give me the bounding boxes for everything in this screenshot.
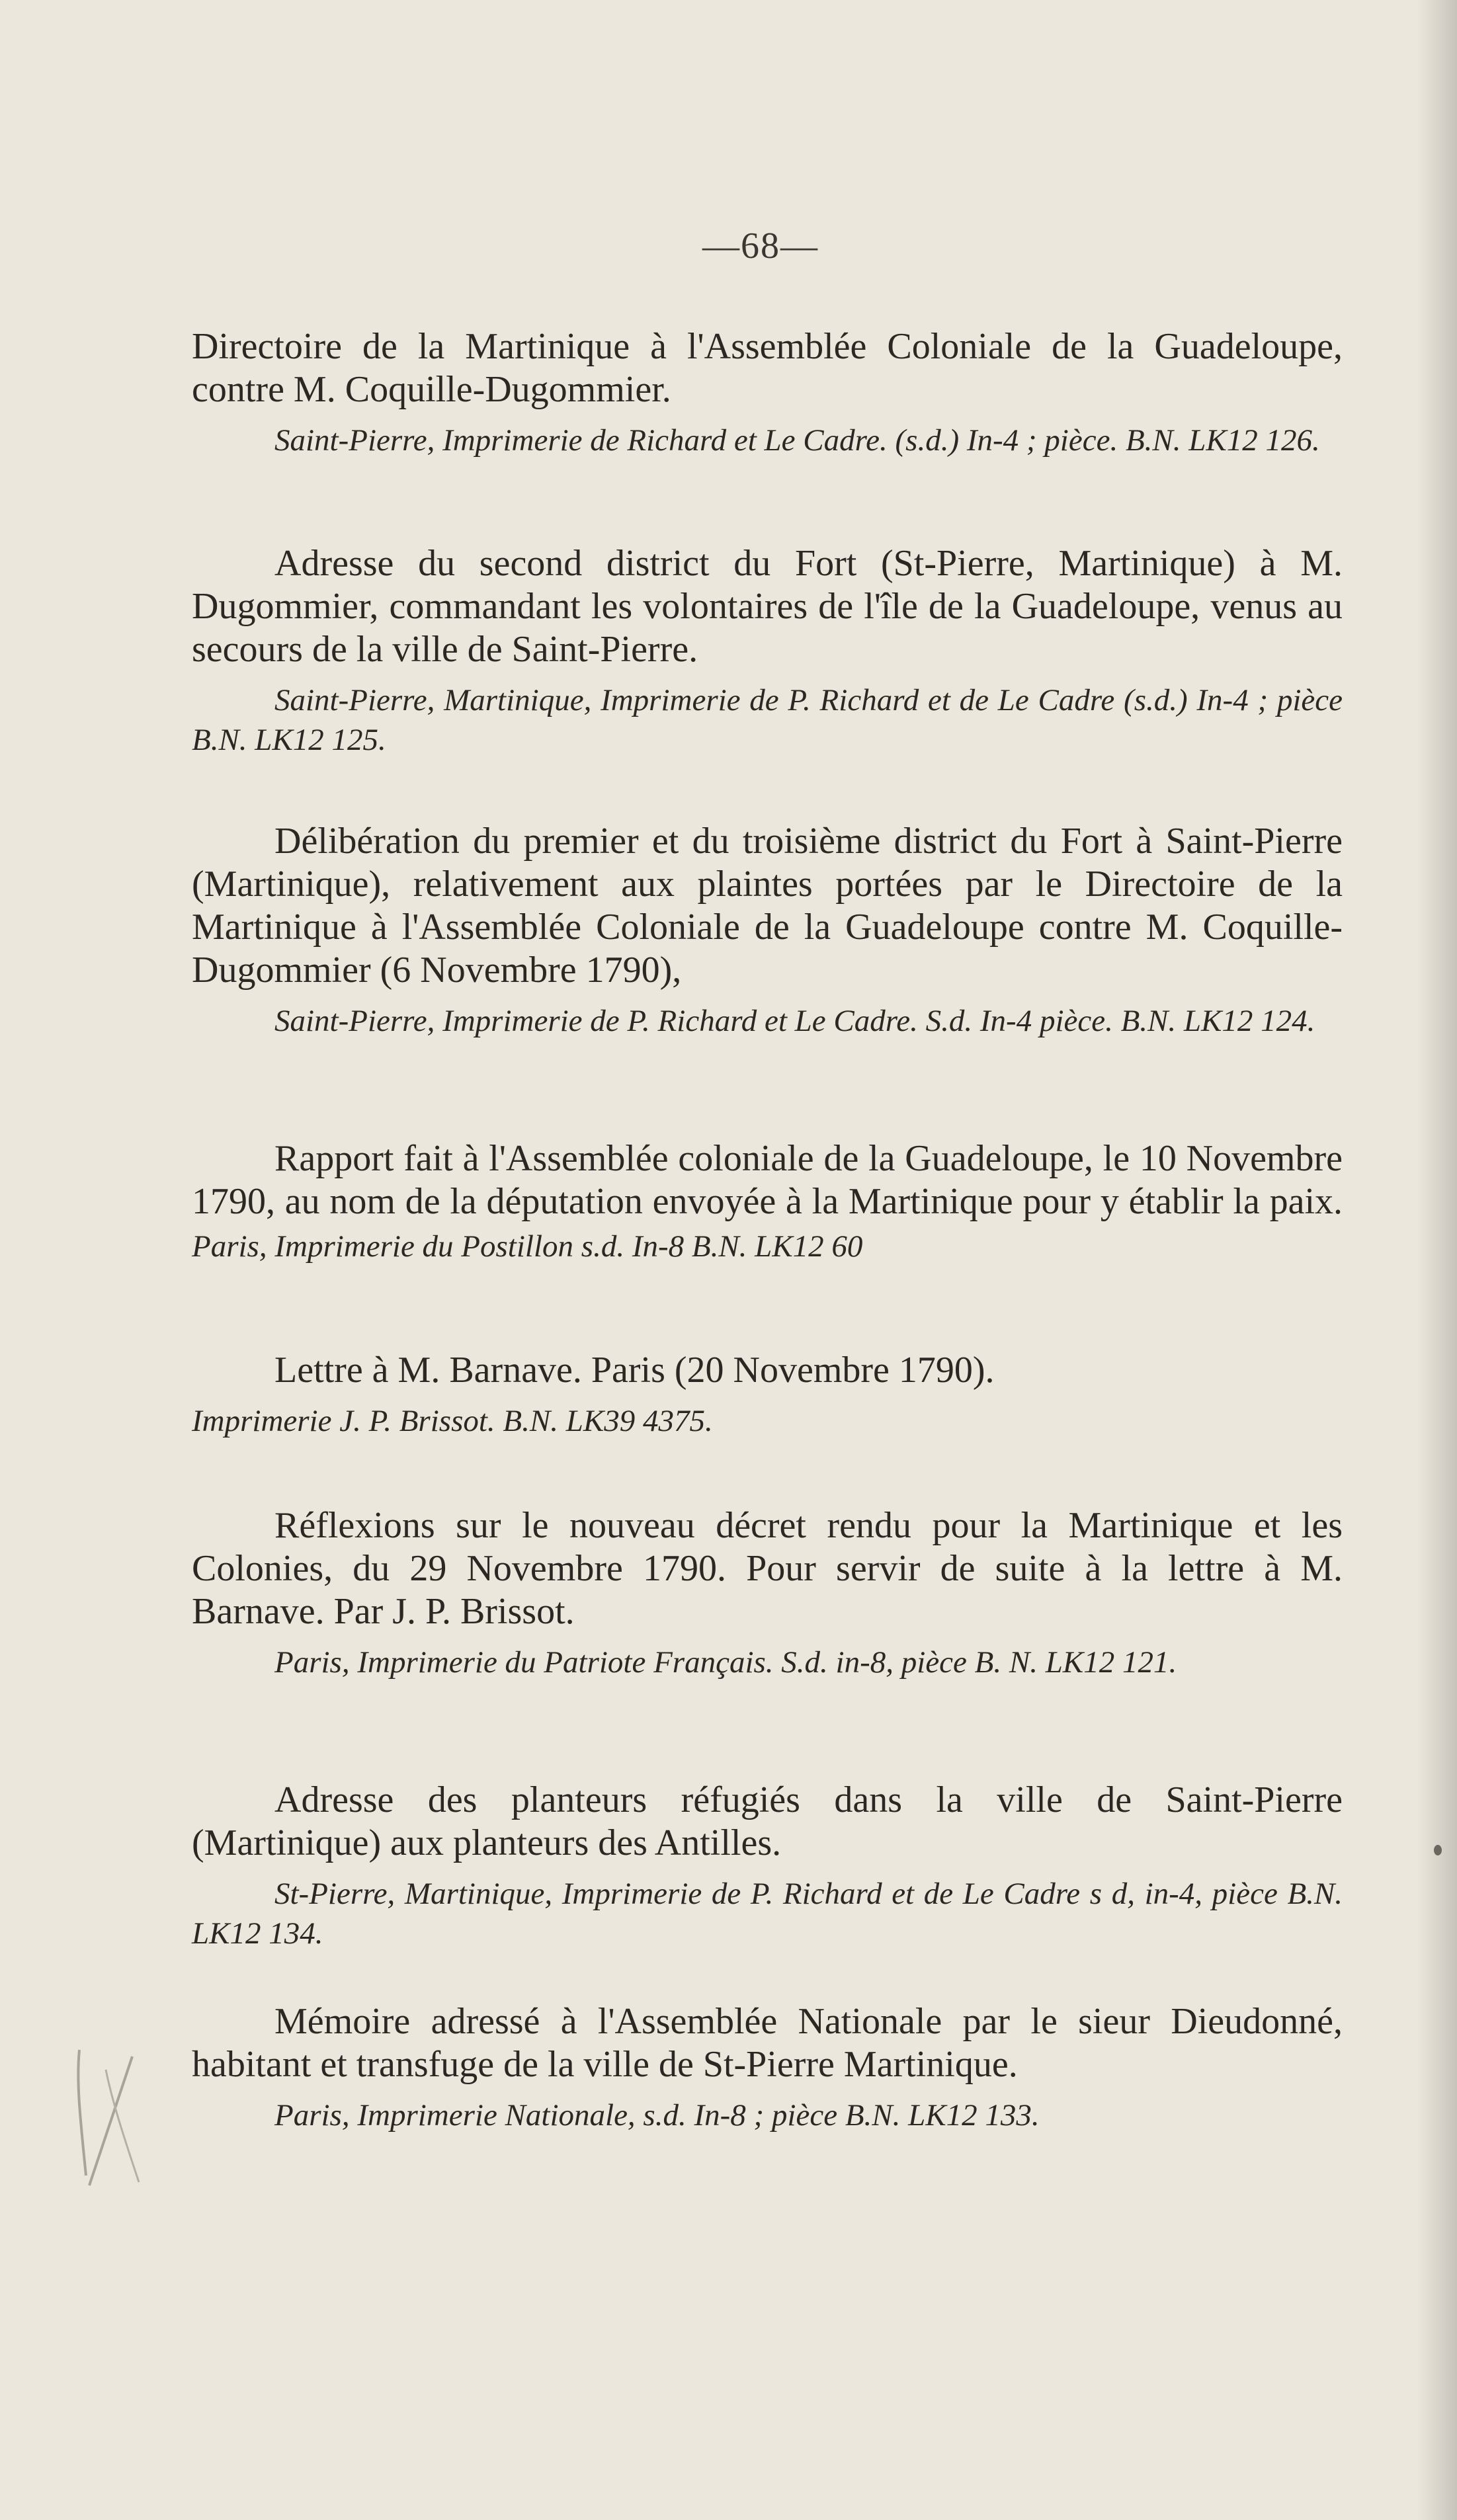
bibliography-entry (192, 2000, 1343, 2135)
entry-title: Réflexions sur le nouveau décret rendu pour la Martinique et les Colonies, du 29 Novembre 1790. Pour servir de suite à la lettre à M. Barnave. Par J. P. Brissot. (192, 1505, 1343, 1632)
entry-imprint: Paris, Imprimerie du Postillon s.d. In-8 B.N. LK12 60 (192, 1229, 863, 1264)
bibliography-entry (192, 325, 1343, 460)
page-number: —68— (702, 225, 819, 266)
entry-imprint: Paris, Imprimerie Nationale, s.d. In-8 ; pièce B.N. LK12 133. (274, 2098, 1040, 2133)
entry-imprint: Imprimerie J. P. Brissot. B.N. LK39 4375. (192, 1404, 713, 1438)
bibliography-entry (192, 1779, 1343, 1953)
entry-title: Lettre à M. Barnave. Paris (20 Novembre 1790). (274, 1350, 995, 1391)
pencil-margin-mark (66, 2043, 146, 2195)
bibliography-entry (192, 820, 1343, 1041)
ink-speck (1434, 1845, 1442, 1855)
entry-title: Délibération du premier et du troisième district du Fort à Saint-Pierre (Martinique), relativement aux plaintes portées par le Directoire de la Martinique à l'Assemblée Coloniale de la Guadeloupe contre M. Coquille-Dugommier (6 Novembre 1790), (192, 821, 1343, 991)
entry-title (192, 1137, 1343, 1268)
entry-imprint: Saint-Pierre, Imprimerie de P. Richard et Le Cadre. S.d. In-4 pièce. B.N. LK12 124. (274, 1004, 1315, 1038)
entry-imprint: Saint-Pierre, Martinique, Imprimerie de P. Richard et de Le Cadre (s.d.) In-4 ; pièce B.N. LK12 125. (192, 683, 1343, 757)
bibliography-entry (192, 542, 1343, 760)
bibliography-entry (192, 1504, 1343, 1682)
bibliography-entry (192, 1349, 1343, 1441)
entry-title: Mémoire adressé à l'Assemblée Nationale par le sieur Dieudonné, habitant et transfuge de la ville de St-Pierre Martinique. (192, 2001, 1343, 2085)
entry-title-text: Rapport fait à l'Assemblée coloniale de la Guadeloupe, le 10 Novembre 1790, au nom de la députation envoyée à la Martinique pour y établir la paix. (192, 1138, 1343, 1222)
page-edge-shadow (1417, 0, 1457, 2520)
entry-title: Directoire de la Martinique à l'Assemblée Coloniale de la Guadeloupe, contre M. Coquille-Dugommier. (192, 326, 1343, 410)
entry-imprint: Paris, Imprimerie du Patriote Français. S.d. in-8, pièce B. N. LK12 121. (274, 1645, 1177, 1680)
entry-imprint: Saint-Pierre, Imprimerie de Richard et Le Cadre. (s.d.) In-4 ; pièce. B.N. LK12 126. (274, 423, 1320, 458)
entry-title: Adresse des planteurs réfugiés dans la ville de Saint-Pierre (Martinique) aux planteurs des Antilles. (192, 1779, 1343, 1863)
bibliography-entry (192, 1137, 1343, 1268)
entry-imprint: St-Pierre, Martinique, Imprimerie de P. Richard et de Le Cadre s d, in-4, pièce B.N. LK12 134. (192, 1877, 1343, 1951)
entry-title: Adresse du second district du Fort (St-Pierre, Martinique) à M. Dugommier, commandant les volontaires de l'île de la Guadeloupe, venus au secours de la ville de Saint-Pierre. (192, 543, 1343, 670)
